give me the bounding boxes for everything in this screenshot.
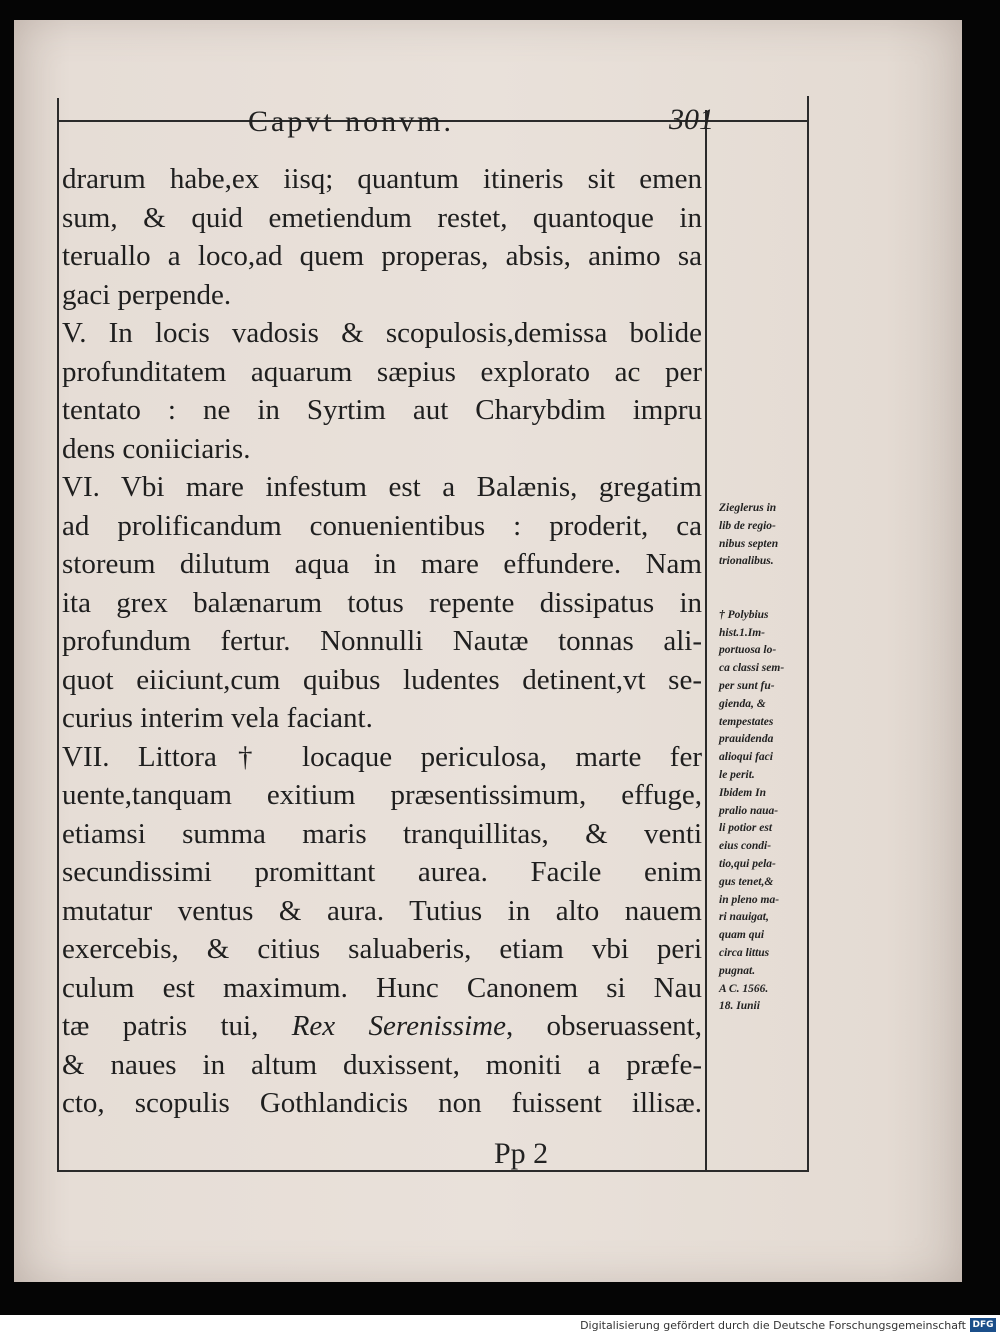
printer-signature: Pp 2	[494, 1137, 549, 1170]
marginal-note-line: trionalibus.	[719, 555, 774, 568]
marginal-note-line: pralio naua-	[719, 804, 779, 817]
digitization-footer	[0, 1315, 1000, 1336]
text-line: exercebis, & citius saluaberis, etiam vbi peri	[62, 933, 702, 965]
marginal-gap	[719, 589, 811, 607]
text-line: ad prolificandum conuenientibus : proderit, ca	[62, 509, 702, 542]
marginal-note-line: le perit.	[719, 768, 755, 781]
marginal-note-line: quam qui	[719, 929, 765, 942]
text-line: gaci perpende.	[62, 278, 232, 311]
running-title: Capvt nonvm.	[248, 105, 454, 138]
marginal-note-line: per sunt fu-	[719, 679, 775, 692]
marginal-note-line: tempestates	[719, 715, 774, 728]
text-line: ita grex balænarum totus repente dissipatus in	[62, 586, 702, 619]
marginal-note-line: gienda, &	[719, 697, 766, 710]
marginal-note-line: prauidenda	[719, 733, 774, 746]
frame-bottom-rule	[57, 1170, 809, 1172]
text-line: tentato : ne in Syrtim aut Charybdim impru	[62, 394, 702, 426]
marginal-note-line: ri nauigat,	[719, 911, 769, 924]
text-line: VI. Vbi mare infestum est a Balænis, gregatim	[62, 471, 702, 503]
text-line-end: , obseruassent,	[505, 1010, 702, 1042]
text-line: dens coniiciaris.	[62, 432, 251, 465]
marginal-notes	[719, 500, 811, 1016]
marginal-note-line: † Polybius	[719, 608, 769, 621]
marginal-note-line: 18. Iunii	[719, 1000, 760, 1013]
marginal-note-line: in pleno ma-	[719, 893, 780, 906]
text-line: V. In locis vadosis & scopulosis,demissa bolide	[62, 317, 702, 349]
text-line: curius interim vela faciant.	[62, 702, 373, 734]
text-line: culum est maximum. Hunc Canonem si Nau	[62, 971, 702, 1004]
text-line: quot eiiciunt,cum quibus ludentes detinent,vt se-	[62, 663, 702, 696]
text-line: cto, scopulis Gothlandicis non fuissent illisæ.	[62, 1087, 702, 1119]
frame-left-rule	[57, 98, 59, 1172]
marginal-note-line: tio,qui pela-	[719, 857, 776, 870]
text-line: uente,tanquam exitium præsentissimum, effuge,	[62, 779, 702, 811]
marginal-note-line: gus tenet,&	[719, 875, 774, 888]
text-line: profundum fertur. Nonnulli Nautæ tonnas ali-	[62, 625, 702, 657]
page-number: 301	[669, 103, 714, 136]
frame-inner-rule	[705, 110, 707, 1172]
text-line: & naues in altum duxissent, moniti a præfe-	[62, 1048, 702, 1081]
text-line: sum, & quid emetiendum restet, quantoque in	[62, 201, 702, 234]
marginal-gap	[719, 571, 811, 589]
text-line-start: tæ patris tui,	[62, 1010, 259, 1042]
running-head	[34, 105, 714, 145]
funding-notice: Digitalisierung gefördert durch die Deutsche Forschungsgemeinschaft	[580, 1319, 966, 1332]
text-line: VII. Littora† locaque periculosa, marte fer	[62, 740, 702, 773]
marginal-note-line: alioqui faci	[719, 751, 773, 764]
marginal-note-line: portuosa lo-	[719, 644, 777, 657]
text-line-dedication	[62, 1007, 702, 1046]
text-line: drarum habe,ex iisq; quantum itineris sit emen	[62, 163, 702, 195]
text-line: mutatur ventus & aura. Tutius in alto nauem	[62, 894, 702, 927]
marginal-note-line: circa littus	[719, 946, 770, 959]
marginal-note-line: eius condi-	[719, 840, 772, 853]
marginal-note-line: A C. 1566.	[719, 982, 769, 995]
dfg-logo: DFG	[970, 1318, 996, 1332]
marginal-note-line: li potior est	[719, 822, 773, 835]
text-line: storeum dilutum aqua in mare effundere. Nam	[62, 548, 702, 580]
marginal-note-line: Zieglerus in	[719, 502, 777, 514]
text-line: teruallo a loco,ad quem properas, absis, animo sa	[62, 240, 702, 272]
dedication-italic: Rex Serenissime	[291, 1010, 506, 1042]
text-line: profunditatem aquarum sæpius explorato ac per	[62, 355, 702, 388]
marginal-note-line: nibus septen	[719, 537, 779, 550]
book-page	[14, 20, 962, 1282]
text-line: etiamsi summa maris tranquillitas, & venti	[62, 817, 702, 850]
main-text-block	[62, 160, 702, 1123]
marginal-note-line: ca classi sem-	[719, 662, 785, 675]
marginal-note-line: pugnat.	[719, 964, 756, 977]
text-line: secundissimi promittant aurea. Facile enim	[62, 856, 702, 888]
marginal-note-line: lib de regio-	[719, 519, 776, 532]
marginal-note-line: Ibidem In	[719, 786, 766, 799]
marginal-note-line: hist.1.Im-	[719, 626, 766, 639]
